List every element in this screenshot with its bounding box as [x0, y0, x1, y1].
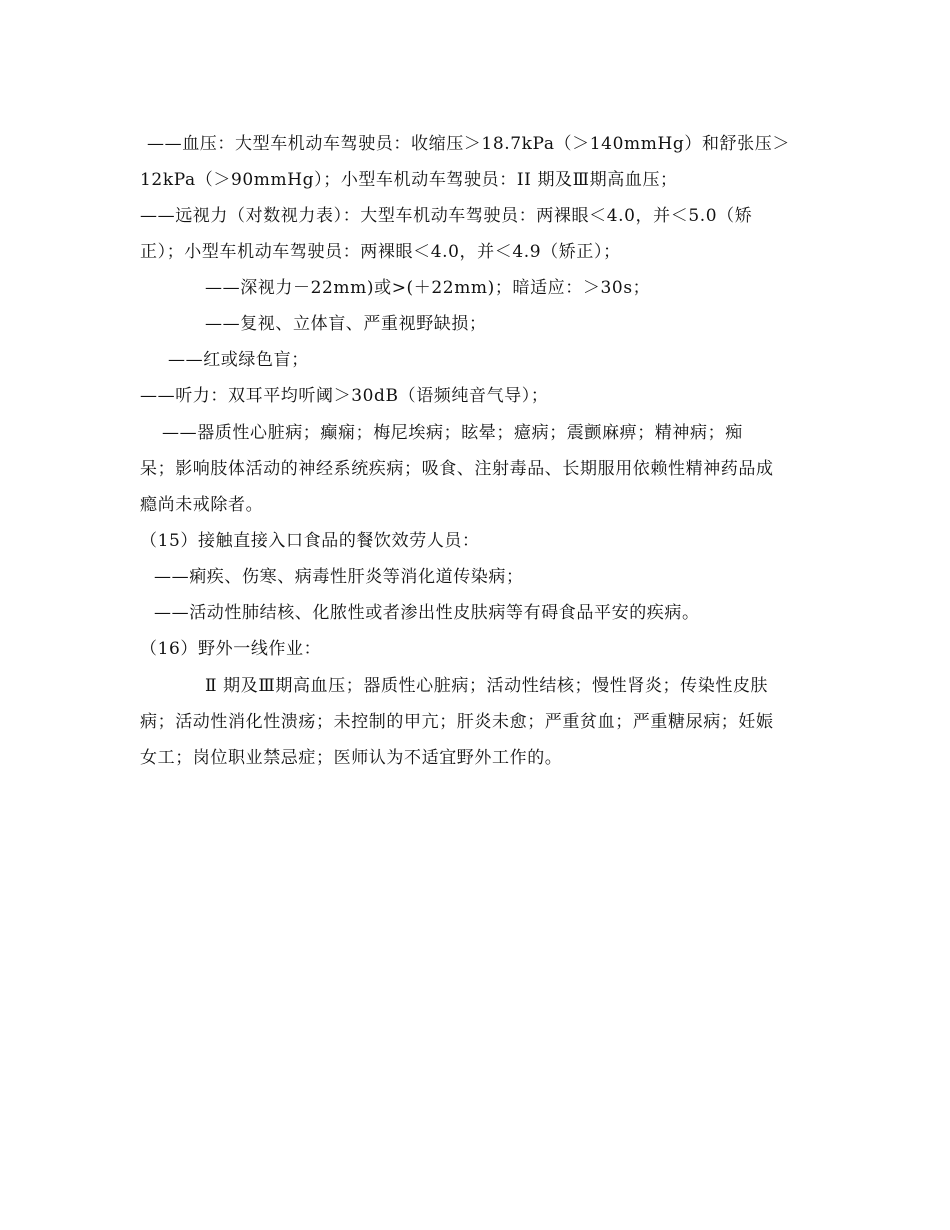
- text-line: 女工；岗位职业禁忌症；医师认为不适宜野外工作的。: [140, 748, 563, 768]
- text-line: ——深视力－22mm)或>(＋22mm)；暗适应：＞30s；: [205, 278, 651, 298]
- section-heading: （15）接触直接入口食品的餐饮效劳人员：: [140, 531, 480, 551]
- text-line: 12kPa（＞90mmHg）；小型车机动车驾驶员：II 期及Ⅲ期高血压；: [140, 170, 678, 190]
- text-line: ——痢疾、伤寒、病毒性肝炎等消化道传染病；: [154, 567, 524, 587]
- text-line: ——远视力（对数视力表）：大型车机动车驾驶员：两裸眼＜4.0，并＜5.0（矫: [140, 206, 753, 226]
- text-line: ——复视、立体盲、严重视野缺损；: [205, 314, 487, 334]
- text-line: 正）；小型车机动车驾驶员：两裸眼＜4.0，并＜4.9（矫正）；: [140, 242, 621, 262]
- text-line: ——红或绿色盲；: [168, 350, 309, 370]
- section-heading: （16）野外一线作业：: [140, 639, 322, 659]
- text-line: ——血压：大型车机动车驾驶员：收缩压＞18.7kPa（＞140mmHg）和舒张压＞: [147, 134, 790, 154]
- text-line: 呆；影响肢体活动的神经系统疾病；吸食、注射毒品、长期服用依赖性精神药品成: [140, 459, 774, 479]
- text-line: ——活动性肺结核、化脓性或者渗出性皮肤病等有碍食品平安的疾病。: [154, 603, 700, 623]
- text-line: 瘾尚未戒除者。: [140, 495, 264, 515]
- text-line: 病；活动性消化性溃疡；未控制的甲亢；肝炎未愈；严重贫血；严重糖尿病；妊娠: [140, 712, 774, 732]
- text-line: Ⅱ 期及Ⅲ期高血压；器质性心脏病；活动性结核；慢性肾炎；传染性皮肤: [205, 676, 769, 696]
- text-line: ——器质性心脏病；癫痫；梅尼埃病；眩晕；癔病；震颤麻痹；精神病；痴: [162, 423, 743, 443]
- text-line: ——听力：双耳平均听阈＞30dB（语频纯音气导）；: [140, 386, 549, 406]
